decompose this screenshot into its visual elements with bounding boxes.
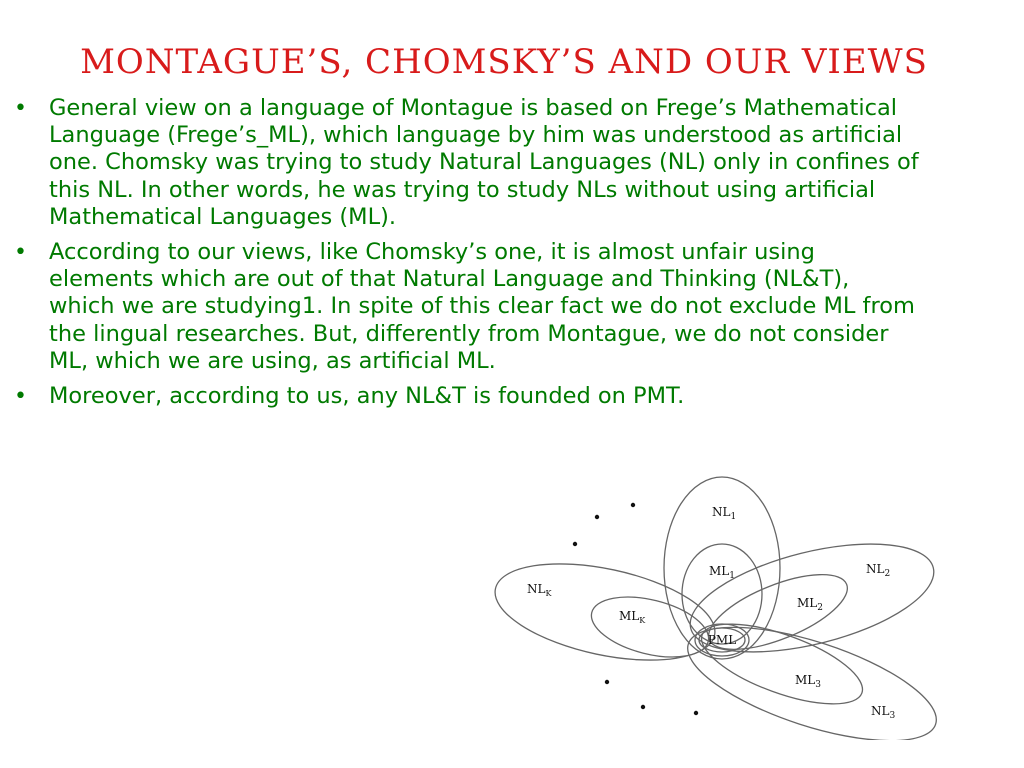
- slide-title: MONTAGUE’S, CHOMSKY’S AND OUR VIEWS: [80, 42, 928, 82]
- ellipsis-dots-top: [573, 503, 635, 546]
- ellipsis-dots-bottom: [605, 680, 698, 715]
- ml3-label: $ML_3$: [795, 673, 821, 690]
- pml-label: PML: [707, 633, 737, 647]
- dot: [573, 542, 577, 546]
- dot: [595, 515, 599, 519]
- ml1-label: $ML_1$: [709, 564, 735, 581]
- bullet-text-1: General view on a language of Montague is based on Frege’s Mathematical Language (Frege’s_ML), which language by him was understood as artificial one. Chomsky was trying to study Natural Languages (NL) only in confines of this NL. In other words, he was trying to study NLs without using artificial Mathematical Languages (ML).: [49, 95, 919, 230]
- bullet-marker: •: [14, 384, 27, 410]
- nl2-label: $NL_2$: [866, 562, 891, 579]
- bullet-marker: •: [14, 240, 27, 266]
- bullet-text-3: Moreover, according to us, any NL&T is founded on PMT.: [49, 383, 685, 410]
- ml1-ellipse: [682, 544, 762, 644]
- dot: [694, 711, 698, 715]
- bullet-list: [14, 95, 919, 418]
- nl3-label: $NL_3$: [871, 704, 896, 721]
- mlk-label: $ML_K$: [619, 609, 646, 625]
- dot: [631, 503, 635, 507]
- bullet-marker: •: [14, 96, 27, 121]
- nl1-label: $NL_1$: [712, 505, 737, 522]
- bullet-text-2: According to our views, like Chomsky’s one, it is almost unfair using elements which are out of that Natural Language and Thinking (NL&T), which we are studying1. In spite of this clear fact we do not exclude ML from the lingual researches. But, differently from Montague, we do not consider ML, which we are using, as artificial ML.: [49, 239, 915, 374]
- bullet-item-3: [14, 383, 919, 410]
- bullet-item-2: [14, 239, 919, 375]
- nlk-label: $NL_K$: [527, 582, 552, 598]
- dot: [605, 680, 609, 684]
- dot: [641, 705, 645, 709]
- ml2-label: $ML_2$: [797, 596, 823, 613]
- bullet-item-1: [14, 95, 919, 231]
- language-ellipses-diagram: [490, 470, 940, 740]
